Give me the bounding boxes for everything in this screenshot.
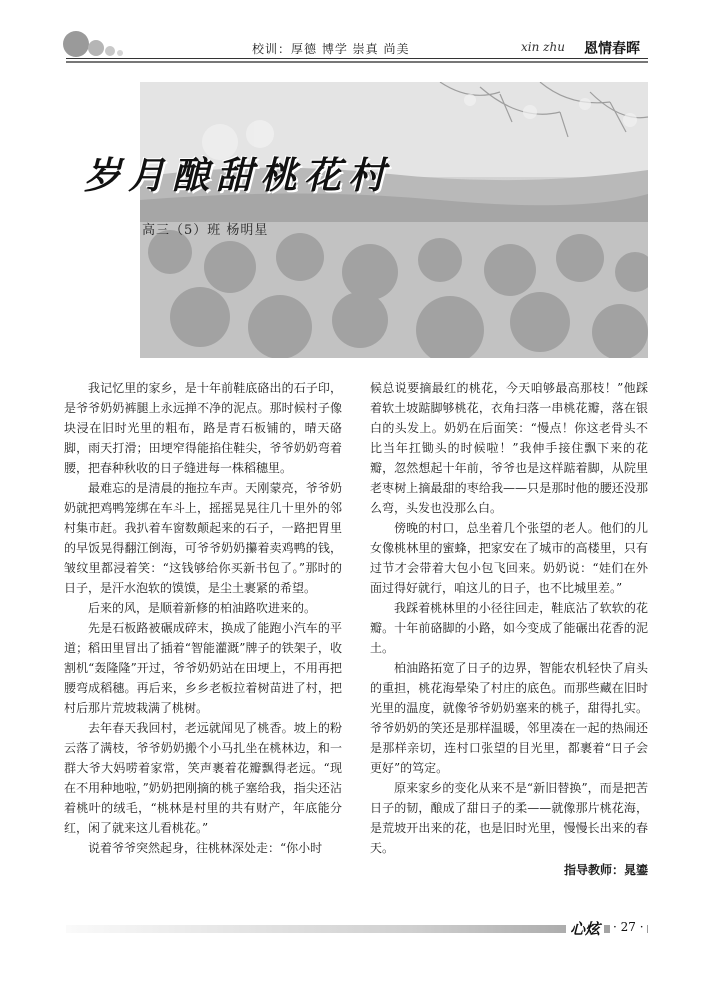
article-author: 高三（5）班 杨明星 (142, 223, 269, 238)
paragraph: 傍晚的村口，总坐着几个张望的老人。他们的儿女像桃林里的蜜蜂，把家安在了城市的高楼里，只有过节才会带着大包小包飞回来。奶奶说：“娃们在外面过得好就行，咱这儿的日子，也不比城里差。” (370, 521, 648, 595)
page-number: · 27 · (610, 920, 647, 934)
footer-brand: 心炫 (566, 918, 604, 939)
header-brand: 恩情春晖 (584, 41, 640, 57)
header-rule-thick (66, 61, 648, 63)
paragraph: 我踩着桃林里的小径往回走，鞋底沾了软软的花瓣。十年前硌脚的小路，如今变成了能碾出花香的泥土。 (370, 601, 648, 655)
article-title: 岁月酿甜桃花村 (84, 153, 392, 197)
footer-gradient-bar (66, 925, 648, 933)
paragraph: 后来的风，是顺着新修的柏油路吹进来的。 (88, 601, 317, 615)
article-column-right (370, 378, 648, 880)
paragraph: 去年春天我回村，老远就闻见了桃香。坡上的粉云落了满枝，爷爷奶奶搬个小马扎坐在桃林边，和一群大爷大妈唠着家常，笑声裹着花瓣飘得老远。“现在不用种地啦，”奶奶把刚摘的桃子塞给我，指尖还沾着桃叶的绒毛，“桃林是村里的共有财产，年底能分红，闲了就来这儿看桃花。” (64, 721, 342, 835)
article-column-left (64, 378, 342, 858)
paragraph: 我记忆里的家乡，是十年前鞋底硌出的石子印，是爷爷奶奶裤腿上永远掸不净的泥点。那时候村子像块浸在旧时光里的粗布，路是青石板铺的，晴天硌脚，雨天打滑；田埂窄得能掐住鞋尖，爷爷奶奶弯着腰，把春种秋收的日子缝进每一株稻穗里。 (64, 381, 342, 475)
header-pinyin: xin zhu (521, 40, 565, 54)
advising-teacher: 指导教师：晁鎏 (563, 863, 648, 877)
paragraph: 最难忘的是清晨的拖拉车声。天刚蒙亮，爷爷奶奶就把鸡鸭笼绑在车斗上，摇摇晃晃往几十里外的邻村集市赶。我扒着车窗数颠起来的石子，一路把胃里的早饭晃得翻江倒海，可爷爷奶奶攥着卖鸡鸭的钱，皱纹里都浸着笑：“这钱够给你买新书包了。”那时的日子，是汗水泡软的馍馍，是尘土裹紧的希望。 (64, 481, 342, 595)
paragraph: 先是石板路被碾成碎末，换成了能跑小汽车的平道；稻田里冒出了插着“智能灌溉”牌子的铁架子，收割机“轰隆隆”开过，爷爷奶奶站在田埂上，不用再把腰弯成稻穗。再后来，乡乡老板拉着树苗进了村，把村后那片荒坡栽满了桃树。 (64, 621, 342, 715)
header-rule (66, 58, 648, 59)
school-motto: 校训：厚德 博学 崇真 尚美 (252, 42, 410, 56)
header-circles-decoration (62, 30, 142, 58)
paragraph: 说着爷爷突然起身，往桃林深处走：“你小时 (88, 841, 323, 855)
paragraph: 原来家乡的变化从来不是“新旧替换”，而是把苦日子的韧，酿成了甜日子的柔——就像那片桃花海，是荒坡开出来的花，也是旧时光里，慢慢长出来的春天。 (370, 781, 648, 855)
paragraph-continued: 候总说要摘最红的桃花，今天咱够最高那枝！”他踩着软土坡踮脚够桃花，衣角扫落一串桃花瓣，落在银白的头发上。奶奶在后面笑：“慢点！你这老骨头不比当年扛锄头的时候啦！”我伸手接住飘下来的花瓣，忽然想起十年前，爷爷也是这样踮着脚，从院里老枣树上摘最甜的枣给我——只是那时他的腰还没那么弯，头发也没那么白。 (370, 381, 648, 515)
paragraph: 柏油路拓宽了日子的边界，智能农机轻快了肩头的重担，桃花海晕染了村庄的底色。而那些藏在旧时光里的温度，就像爷爷奶奶塞来的桃子，甜得扎实。爷爷奶奶的笑还是那样温暖，邻里凑在一起的热闹还是那样亲切，连村口张望的目光里，都裹着“日子会更好”的笃定。 (370, 661, 648, 775)
